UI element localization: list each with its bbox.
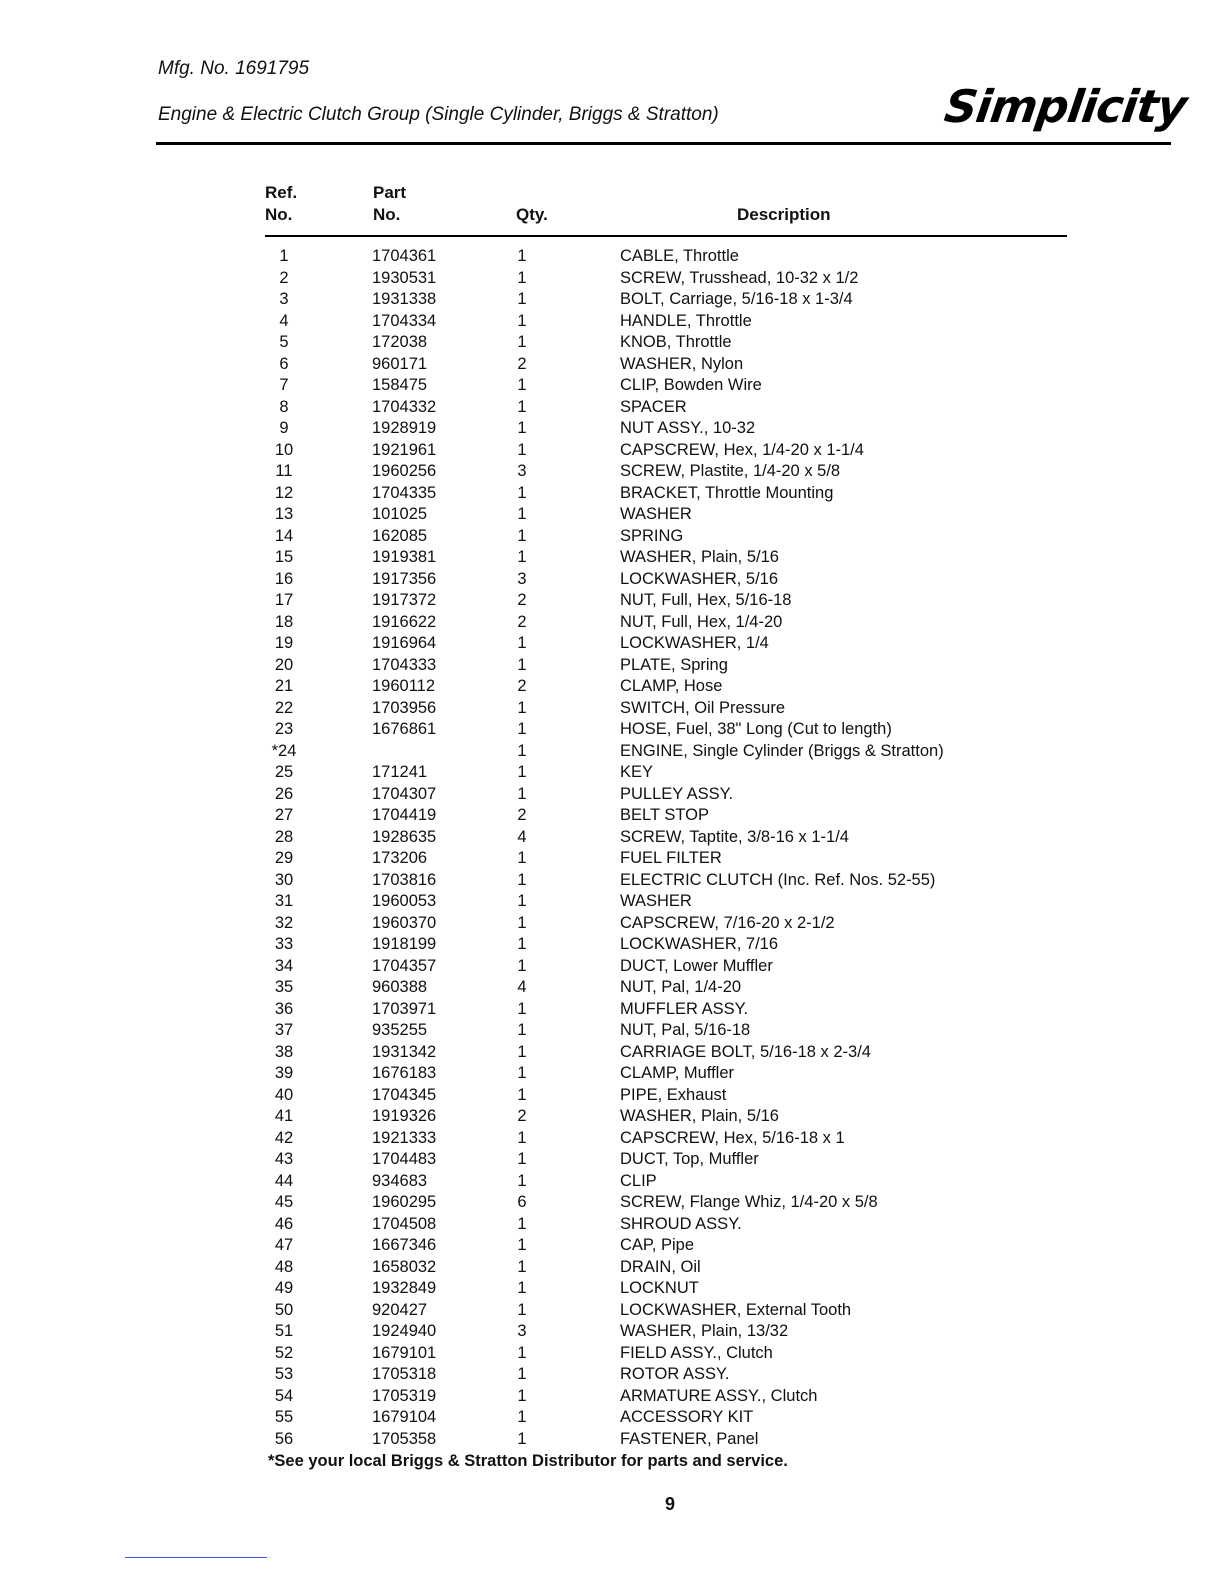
qty: 1 (517, 1021, 527, 1039)
qty: 1 (517, 483, 527, 502)
table-row (265, 590, 1025, 612)
part-no: 1932849 (372, 1279, 437, 1297)
ref-no: 23 (274, 720, 294, 738)
part-no: 1931342 (372, 1042, 437, 1061)
qty: 1 (517, 1171, 527, 1190)
description: HANDLE, Throttle (620, 311, 752, 330)
ref-no: 19 (274, 634, 294, 652)
table-row (265, 569, 1025, 591)
description: BELT STOP (620, 806, 709, 824)
description: ENGINE, Single Cylinder (Briggs & Stratton) (620, 741, 944, 760)
part-no: 960171 (372, 354, 428, 373)
qty: 1 (517, 1365, 527, 1383)
description: SCREW, Taptite, 3/8-16 x 1-1/4 (620, 827, 849, 846)
part-no: 1916622 (372, 612, 437, 631)
part-no: 960388 (372, 978, 428, 996)
part-no: 1704345 (372, 1085, 437, 1104)
part-no: 1928919 (372, 419, 437, 437)
description: ARMATURE ASSY., Clutch (620, 1386, 818, 1405)
qty: 1 (517, 763, 527, 781)
qty: 1 (517, 913, 527, 932)
part-no: 1704361 (372, 247, 437, 265)
description: MUFFLER ASSY. (620, 999, 749, 1018)
part-no: 171241 (372, 763, 428, 781)
part-no: 1704357 (372, 956, 437, 975)
ref-no: 43 (274, 1150, 294, 1168)
ref-no: 56 (274, 1429, 294, 1448)
column-header-rule (265, 235, 1067, 237)
ref-no: 27 (274, 806, 294, 824)
table-row (265, 504, 1025, 526)
ref-no: 39 (274, 1064, 294, 1082)
description: KNOB, Throttle (620, 333, 732, 351)
ref-no: 16 (274, 569, 294, 588)
qty: 1 (517, 1343, 527, 1362)
part-no: 1679104 (372, 1408, 437, 1426)
ref-no: 53 (274, 1365, 294, 1383)
ref-no: 33 (274, 935, 294, 953)
part-no: 1658032 (372, 1257, 437, 1276)
table-row (265, 375, 1025, 397)
table-row (265, 655, 1025, 677)
ref-no: 54 (274, 1386, 294, 1405)
description: CLIP, Bowden Wire (620, 376, 762, 394)
ref-no: 18 (274, 612, 294, 631)
footnote: *See your local Briggs & Stratton Distributor for parts and service. (268, 1452, 788, 1470)
table-row (265, 827, 1025, 849)
ref-no: 10 (274, 440, 294, 459)
table-row (265, 526, 1025, 548)
description: FASTENER, Panel (620, 1429, 759, 1448)
description: LOCKNUT (620, 1279, 699, 1297)
part-no: 1928635 (372, 827, 437, 846)
description: NUT, Full, Hex, 1/4-20 (620, 612, 783, 631)
ref-no: 6 (279, 354, 289, 373)
ref-header-line2: No. (265, 205, 293, 224)
qty: 1 (517, 1064, 527, 1082)
ref-no: 47 (274, 1236, 294, 1254)
table-row (265, 461, 1025, 483)
qty: 1 (517, 1257, 527, 1276)
qty: 6 (517, 1193, 527, 1211)
part-no: 1960370 (372, 913, 437, 932)
part-no: 1679101 (372, 1343, 437, 1362)
part-no: 934683 (372, 1171, 428, 1190)
table-row (265, 268, 1025, 290)
description: WASHER (620, 505, 692, 523)
table-row (265, 1020, 1025, 1042)
description: WASHER, Plain, 5/16 (620, 548, 779, 566)
qty: 3 (517, 462, 527, 480)
table-row (265, 698, 1025, 720)
qty: 1 (517, 333, 527, 351)
description: NUT ASSY., 10-32 (620, 419, 756, 437)
ref-no: 40 (274, 1085, 294, 1104)
ref-no: 25 (274, 763, 294, 781)
part-no: 1705358 (372, 1429, 437, 1448)
table-row (265, 676, 1025, 698)
description: ROTOR ASSY. (620, 1365, 730, 1383)
part-no: 1960112 (372, 677, 436, 695)
description: CAPSCREW, 7/16-20 x 2-1/2 (620, 913, 835, 932)
description: SCREW, Trusshead, 10-32 x 1/2 (620, 268, 859, 287)
table-row (265, 1429, 1025, 1451)
qty: 1 (517, 268, 527, 287)
description: LOCKWASHER, 5/16 (620, 569, 779, 588)
qty: 1 (517, 440, 527, 459)
table-row (265, 784, 1025, 806)
ref-no: 12 (274, 483, 294, 502)
table-row (265, 246, 1025, 268)
description: SPACER (620, 397, 687, 416)
qty: 1 (517, 698, 527, 717)
table-row (265, 418, 1025, 440)
description: ACCESSORY KIT (620, 1408, 754, 1426)
table-row (265, 1192, 1025, 1214)
ref-no: 51 (274, 1322, 294, 1340)
qty: 1 (517, 870, 527, 889)
table-row (265, 719, 1025, 741)
ref-no: 17 (274, 591, 294, 609)
qty: 1 (517, 247, 527, 265)
qty: 2 (517, 354, 527, 373)
table-row (265, 1364, 1025, 1386)
description: CLIP (620, 1171, 657, 1190)
table-row (265, 762, 1025, 784)
table-row (265, 848, 1025, 870)
qty: 1 (517, 720, 527, 738)
ref-no: 21 (274, 677, 294, 695)
qty: 1 (517, 1279, 527, 1297)
table-row (265, 1128, 1025, 1150)
description: PULLEY ASSY. (620, 784, 734, 803)
ref-no: 1 (279, 247, 289, 265)
qty: 1 (517, 1386, 527, 1405)
ref-no: 55 (274, 1408, 294, 1426)
ref-no: 11 (275, 462, 293, 480)
qty: 4 (517, 827, 527, 846)
qty: 2 (517, 1107, 527, 1125)
ref-no: 32 (274, 913, 294, 932)
description: WASHER (620, 892, 692, 910)
description: HOSE, Fuel, 38" Long (Cut to length) (620, 720, 892, 738)
part-no: 1676183 (372, 1064, 437, 1082)
table-row (265, 483, 1025, 505)
table-row (265, 612, 1025, 634)
column-header-description: Description (737, 205, 831, 224)
part-no: 1960256 (372, 462, 437, 480)
part-header-line2: No. (373, 205, 401, 224)
part-no: 1704419 (372, 806, 437, 824)
table-row (265, 956, 1025, 978)
ref-no: 42 (274, 1128, 294, 1147)
qty: 1 (517, 290, 527, 308)
qty: 1 (517, 419, 527, 437)
ref-no: 2 (279, 268, 289, 287)
ref-no: 45 (274, 1193, 294, 1211)
table-row (265, 1235, 1025, 1257)
part-no: 1917372 (372, 591, 437, 609)
description: FUEL FILTER (620, 849, 722, 867)
table-row (265, 1042, 1025, 1064)
qty: 1 (517, 376, 527, 394)
ref-no: 8 (279, 397, 289, 416)
part-no: 1704332 (372, 397, 437, 416)
part-no: 1918199 (372, 935, 437, 953)
description: PIPE, Exhaust (620, 1085, 727, 1104)
ref-no: 34 (274, 956, 294, 975)
description: CARRIAGE BOLT, 5/16-18 x 2-3/4 (620, 1042, 871, 1061)
column-header-part (373, 182, 406, 226)
description: PLATE, Spring (620, 655, 728, 674)
part-no: 1917356 (372, 569, 437, 588)
qty: 2 (517, 591, 527, 609)
table-row (265, 1407, 1025, 1429)
description: LOCKWASHER, 1/4 (620, 634, 769, 652)
ref-no: 28 (274, 827, 294, 846)
ref-no: 15 (274, 548, 294, 566)
qty: 1 (517, 784, 527, 803)
description: SCREW, Plastite, 1/4-20 x 5/8 (620, 462, 841, 480)
table-row (265, 1171, 1025, 1193)
ref-no: 46 (274, 1214, 294, 1233)
table-row (265, 1149, 1025, 1171)
ref-no: 41 (274, 1107, 294, 1125)
table-row (265, 934, 1025, 956)
qty: 1 (517, 999, 527, 1018)
table-row (265, 1063, 1025, 1085)
qty: 1 (517, 741, 527, 760)
qty: 1 (517, 892, 527, 910)
part-no: 1704333 (372, 655, 437, 674)
qty: 1 (517, 1214, 527, 1233)
bottom-line (125, 1557, 267, 1558)
description: BRACKET, Throttle Mounting (620, 483, 834, 502)
qty: 2 (517, 677, 527, 695)
part-no: 162085 (372, 526, 428, 545)
part-no: 158475 (372, 376, 428, 394)
table-row (265, 547, 1025, 569)
page-number: 9 (664, 1494, 675, 1514)
ref-no: *24 (271, 741, 297, 760)
table-row (265, 1214, 1025, 1236)
ref-no: 3 (279, 290, 289, 308)
table-row (265, 1300, 1025, 1322)
part-no: 1705318 (372, 1365, 437, 1383)
qty: 1 (517, 1236, 527, 1254)
ref-no: 52 (274, 1343, 294, 1362)
description: NUT, Full, Hex, 5/16-18 (620, 591, 792, 609)
table-row (265, 1321, 1025, 1343)
qty: 1 (517, 1085, 527, 1104)
description: DUCT, Top, Muffler (620, 1150, 759, 1168)
qty: 1 (517, 1429, 527, 1448)
part-no: 1667346 (372, 1236, 437, 1254)
qty: 1 (517, 956, 527, 975)
description: ELECTRIC CLUTCH (Inc. Ref. Nos. 52-55) (620, 870, 936, 889)
qty: 4 (517, 978, 527, 996)
mfg-number: Mfg. No. 1691795 (158, 58, 310, 79)
table-row (265, 633, 1025, 655)
description: CLAMP, Muffler (620, 1064, 735, 1082)
ref-no: 4 (279, 311, 289, 330)
part-no: 1919381 (372, 548, 437, 566)
ref-no: 9 (279, 419, 289, 437)
ref-no: 38 (274, 1042, 294, 1061)
description: NUT, Pal, 1/4-20 (620, 978, 742, 996)
qty: 2 (517, 612, 527, 631)
description: CABLE, Throttle (620, 247, 739, 265)
part-no: 1705319 (372, 1386, 437, 1405)
part-no: 173206 (372, 849, 428, 867)
ref-no: 48 (274, 1257, 294, 1276)
ref-no: 14 (274, 526, 294, 545)
table-row (265, 1343, 1025, 1365)
qty: 1 (517, 1042, 527, 1061)
part-no: 935255 (372, 1021, 428, 1039)
part-no: 1676861 (372, 720, 437, 738)
ref-no: 26 (274, 784, 294, 803)
header-rule (156, 142, 1171, 145)
ref-no: 44 (274, 1171, 294, 1190)
part-no: 1704335 (372, 483, 437, 502)
qty: 3 (517, 569, 527, 588)
qty: 1 (517, 935, 527, 953)
description: LOCKWASHER, 7/16 (620, 935, 779, 953)
ref-header-line1: Ref. (265, 183, 298, 202)
ref-no: 7 (279, 376, 289, 394)
table-row (265, 1278, 1025, 1300)
table-row (265, 1106, 1025, 1128)
part-no: 920427 (372, 1300, 428, 1319)
part-no: 1921333 (372, 1128, 437, 1147)
qty: 1 (517, 1300, 527, 1319)
group-title: Engine & Electric Clutch Group (Single Cylinder, Briggs & Stratton) (158, 104, 719, 125)
table-row (265, 913, 1025, 935)
description: SPRING (620, 526, 684, 545)
description: SWITCH, Oil Pressure (620, 698, 786, 717)
table-row (265, 1257, 1025, 1279)
ref-no: 29 (274, 849, 294, 867)
table-row (265, 805, 1025, 827)
description: CAPSCREW, Hex, 5/16-18 x 1 (620, 1128, 845, 1147)
description: WASHER, Plain, 5/16 (620, 1107, 779, 1125)
part-no: 1916964 (372, 634, 437, 652)
table-row (265, 311, 1025, 333)
ref-no: 50 (274, 1300, 294, 1319)
qty: 3 (517, 1322, 527, 1340)
part-no: 1703956 (372, 698, 437, 717)
ref-no: 37 (274, 1021, 294, 1039)
simplicity-logo: Simplicity (941, 80, 1190, 133)
ref-no: 31 (274, 892, 294, 910)
description: WASHER, Plain, 13/32 (620, 1322, 789, 1340)
part-no: 1704334 (372, 311, 437, 330)
table-row (265, 891, 1025, 913)
part-no: 1704307 (372, 784, 437, 803)
column-header-ref (265, 182, 297, 226)
qty: 1 (517, 311, 527, 330)
ref-no: 5 (279, 333, 289, 351)
qty: 1 (517, 655, 527, 674)
part-no: 1930531 (372, 268, 437, 287)
part-no: 1960053 (372, 892, 437, 910)
part-no: 1704508 (372, 1214, 437, 1233)
qty: 1 (517, 548, 527, 566)
description: NUT, Pal, 5/16-18 (620, 1021, 751, 1039)
ref-no: 20 (274, 655, 294, 674)
part-no: 1703816 (372, 870, 437, 889)
ref-no: 13 (274, 505, 294, 523)
qty: 1 (517, 1408, 527, 1426)
description: KEY (620, 763, 654, 781)
part-no: 1921961 (372, 440, 437, 459)
parts-table (265, 246, 1025, 1450)
description: FIELD ASSY., Clutch (620, 1343, 773, 1362)
table-row (265, 332, 1025, 354)
table-row (265, 289, 1025, 311)
description: SHROUD ASSY. (620, 1214, 742, 1233)
table-row (265, 741, 1025, 763)
table-row (265, 977, 1025, 999)
part-no: 1931338 (372, 290, 437, 308)
description: CAP, Pipe (620, 1236, 694, 1254)
ref-no: 49 (274, 1279, 294, 1297)
table-row (265, 354, 1025, 376)
description: SCREW, Flange Whiz, 1/4-20 x 5/8 (620, 1193, 878, 1211)
description: CLAMP, Hose (620, 677, 723, 695)
part-no: 1960295 (372, 1193, 437, 1211)
qty: 1 (517, 526, 527, 545)
qty: 1 (517, 634, 527, 652)
description: DRAIN, Oil (620, 1257, 701, 1276)
description: CAPSCREW, Hex, 1/4-20 x 1-1/4 (620, 440, 864, 459)
qty: 1 (517, 1128, 527, 1147)
part-header-line1: Part (373, 183, 407, 202)
table-row (265, 397, 1025, 419)
description: DUCT, Lower Muffler (620, 956, 773, 975)
description: LOCKWASHER, External Tooth (620, 1300, 852, 1319)
ref-no: 36 (274, 999, 294, 1018)
part-no: 172038 (372, 333, 428, 351)
table-row (265, 999, 1025, 1021)
table-row (265, 1386, 1025, 1408)
ref-no: 30 (274, 870, 294, 889)
description: BOLT, Carriage, 5/16-18 x 1-3/4 (620, 290, 853, 308)
description: WASHER, Nylon (620, 354, 744, 373)
qty: 2 (517, 806, 527, 824)
qty: 1 (517, 1150, 527, 1168)
table-row (265, 870, 1025, 892)
part-no: 1703971 (372, 999, 437, 1018)
part-no: 101025 (372, 505, 428, 523)
table-row (265, 440, 1025, 462)
table-row (265, 1085, 1025, 1107)
column-header-qty: Qty. (516, 205, 548, 224)
part-no: 1924940 (372, 1322, 437, 1340)
qty: 1 (517, 505, 527, 523)
ref-no: 35 (274, 978, 294, 996)
qty: 1 (517, 397, 527, 416)
ref-no: 22 (274, 698, 294, 717)
qty: 1 (517, 849, 527, 867)
part-no: 1704483 (372, 1150, 437, 1168)
part-no: 1919326 (372, 1107, 437, 1125)
